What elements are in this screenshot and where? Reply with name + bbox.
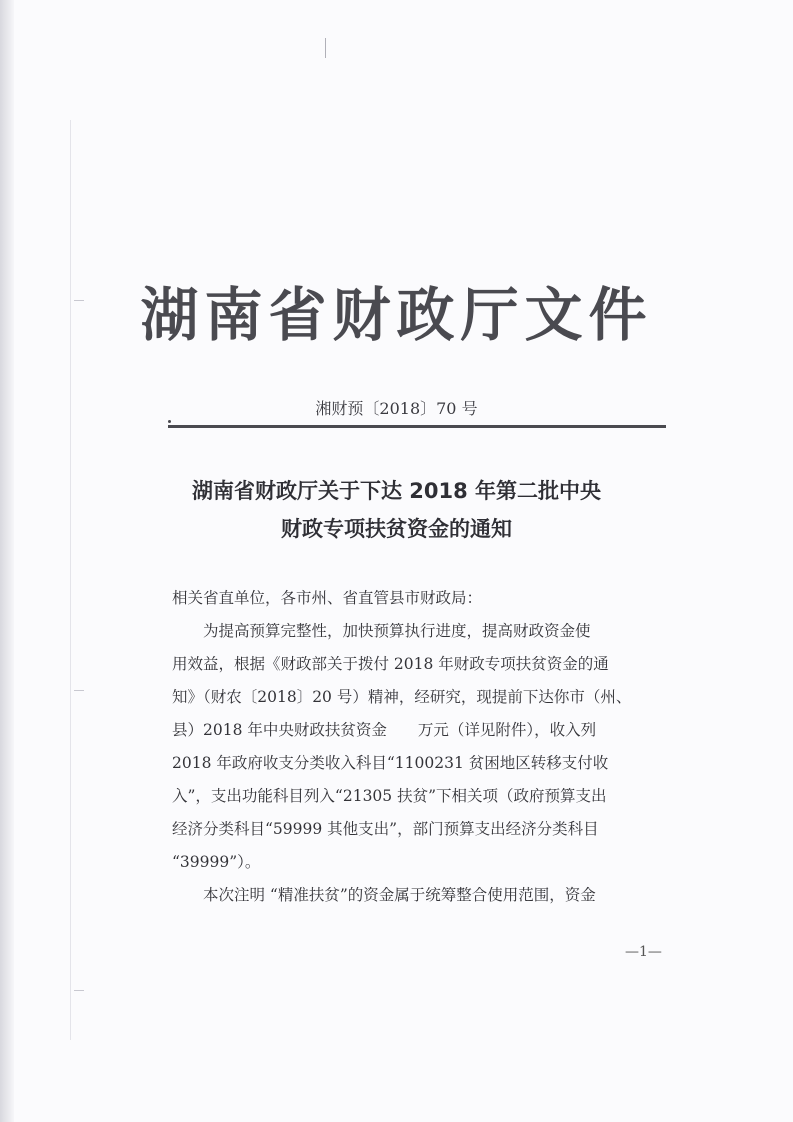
binding-line	[70, 120, 71, 1040]
notice-title-line: 湖南省财政厅关于下达 2018 年第二批中央	[191, 479, 602, 503]
body-line: 经济分类科目“59999 其他支出”，部门预算支出经济分类科目	[172, 820, 599, 838]
body-line: 县）2018 年中央财政扶贫资金 万元（详见附件），收入列	[172, 721, 597, 739]
page-number: —1—	[625, 944, 662, 960]
header-divider	[168, 425, 666, 428]
body-line: 2018 年政府收支分类收入科目“1100231 贫困地区转移支付收	[172, 754, 609, 772]
body-line: 为提高预算完整性，加快预算执行进度，提高财政资金使	[203, 622, 591, 640]
document-header-title: 湖南省财政厅文件	[140, 281, 653, 349]
notice-title-line: 财政专项扶贫资金的通知	[281, 517, 512, 541]
document-body	[172, 582, 670, 912]
scan-edge-shadow	[0, 0, 14, 1122]
body-line: “39999”）。	[172, 853, 261, 871]
binding-tick	[74, 690, 84, 691]
scan-mark	[325, 38, 326, 58]
document-number: 湘财预〔2018〕70 号	[315, 399, 478, 418]
rule-dot	[168, 420, 171, 423]
notice-title	[0, 472, 793, 548]
binding-tick	[74, 990, 84, 991]
body-line: 知》（财农〔2018〕20 号）精神，经研究，现提前下达你市（州、	[172, 688, 632, 706]
body-line: 入”，支出功能科目列入“21305 扶贫”下相关项（政府预算支出	[172, 787, 607, 805]
addressee: 相关省直单位，各市州、省直管县市财政局：	[172, 589, 483, 607]
body-line: 本次注明 “精准扶贫”的资金属于统筹整合使用范围，资金	[203, 886, 596, 904]
body-line: 用效益，根据《财政部关于拨付 2018 年财政专项扶贫资金的通	[172, 655, 609, 673]
